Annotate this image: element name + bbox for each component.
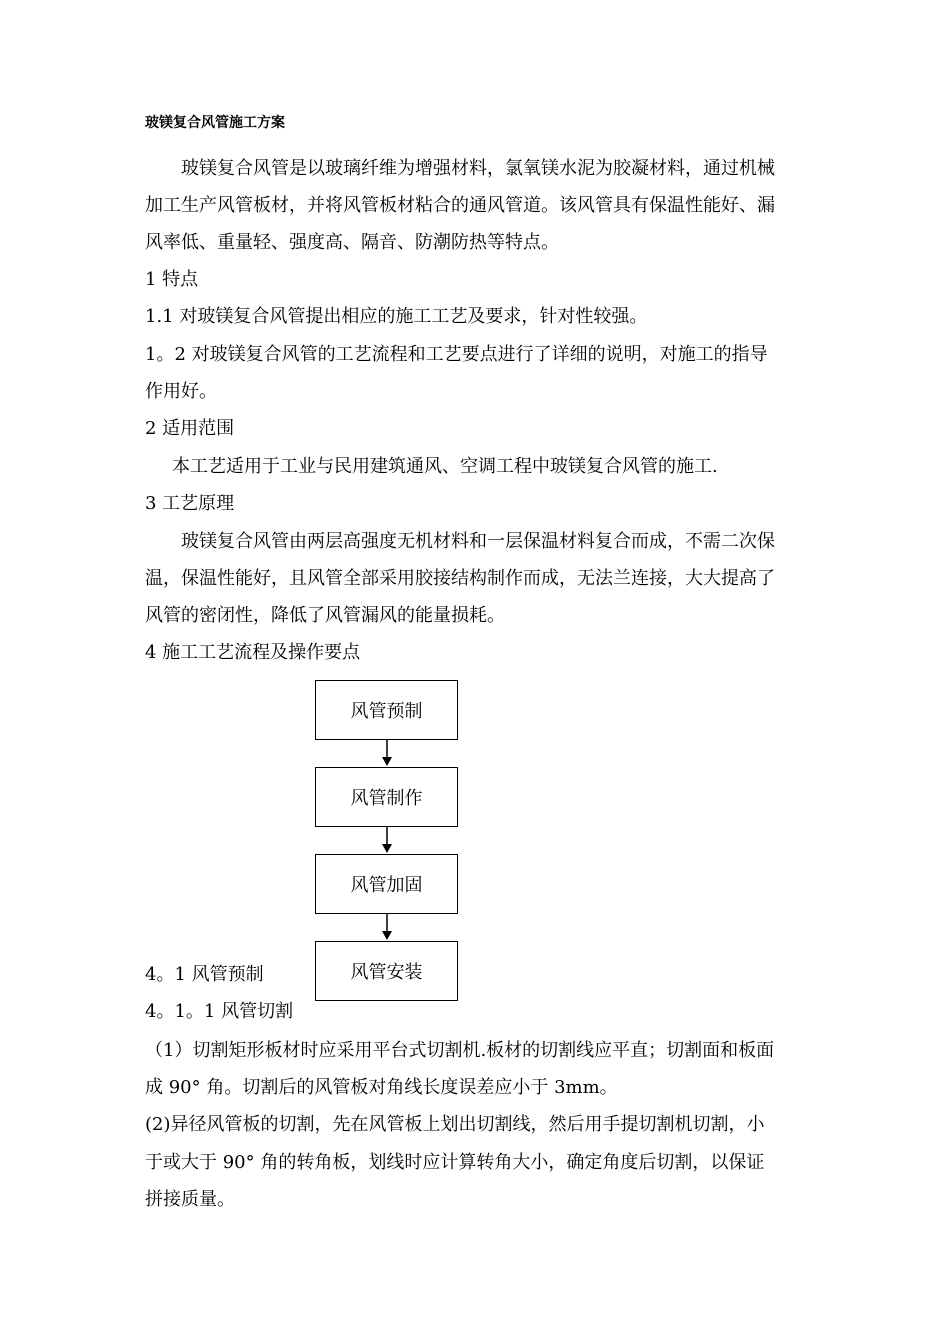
section-2-heading: 2 适用范围	[145, 418, 235, 439]
section-3-heading: 3 工艺原理	[145, 493, 235, 514]
intro-line-1: 玻镁复合风管是以玻璃纤维为增强材料，氯氧镁水泥为胶凝材料，通过机械	[181, 158, 775, 179]
section-1-1: 1.1 对玻镁复合风管提出相应的施工工艺及要求，针对性较强。	[145, 306, 648, 327]
section-4-1-1-heading: 4。1。1 风管切割	[145, 1001, 294, 1022]
flow-arrow-1	[380, 740, 394, 766]
section-4-1-heading: 4。1 风管预制	[145, 964, 264, 985]
section-2-text: 本工艺适用于工业与民用建筑通风、空调工程中玻镁复合风管的施工.	[172, 456, 718, 477]
section-1-2-line-1: 1。2 对玻镁复合风管的工艺流程和工艺要点进行了详细的说明，对施工的指导	[145, 344, 768, 365]
intro-line-2: 加工生产风管板材，并将风管板材粘合的通风管道。该风管具有保温性能好、漏	[145, 195, 775, 216]
document-title: 玻镁复合风管施工方案	[145, 115, 285, 131]
flow-step-reinforce: 风管加固	[315, 854, 458, 914]
para-2-line-3: 拼接质量。	[145, 1189, 235, 1210]
flow-step-install: 风管安装	[315, 941, 458, 1001]
intro-line-3: 风率低、重量轻、强度高、隔音、防潮防热等特点。	[145, 232, 559, 253]
flow-arrow-2	[380, 827, 394, 853]
para-2-line-2: 于或大于 90° 角的转角板，划线时应计算转角大小，确定角度后切割，以保证	[145, 1152, 765, 1173]
flow-step-fabricate: 风管制作	[315, 767, 458, 827]
para-2-line-1: (2)异径风管板的切割，先在风管板上划出切割线，然后用手提切割机切割，小	[145, 1114, 765, 1135]
para-1-line-1: （1）切割矩形板材时应采用平台式切割机.板材的切割线应平直；切割面和板面	[145, 1040, 775, 1061]
section-3-line-2: 温，保温性能好，且风管全部采用胶接结构制作而成，无法兰连接，大大提高了	[145, 568, 775, 589]
section-3-line-1: 玻镁复合风管由两层高强度无机材料和一层保温材料复合而成，不需二次保	[181, 531, 775, 552]
section-1-2-line-2: 作用好。	[145, 381, 217, 402]
section-4-heading: 4 施工工艺流程及操作要点	[145, 642, 361, 663]
para-1-line-2: 成 90° 角。切割后的风管板对角线长度误差应小于 3mm。	[145, 1077, 618, 1098]
flow-step-prefab: 风管预制	[315, 680, 458, 740]
section-1-heading: 1 特点	[145, 269, 199, 290]
flow-arrow-3	[380, 914, 394, 940]
section-3-line-3: 风管的密闭性，降低了风管漏风的能量损耗。	[145, 605, 505, 626]
